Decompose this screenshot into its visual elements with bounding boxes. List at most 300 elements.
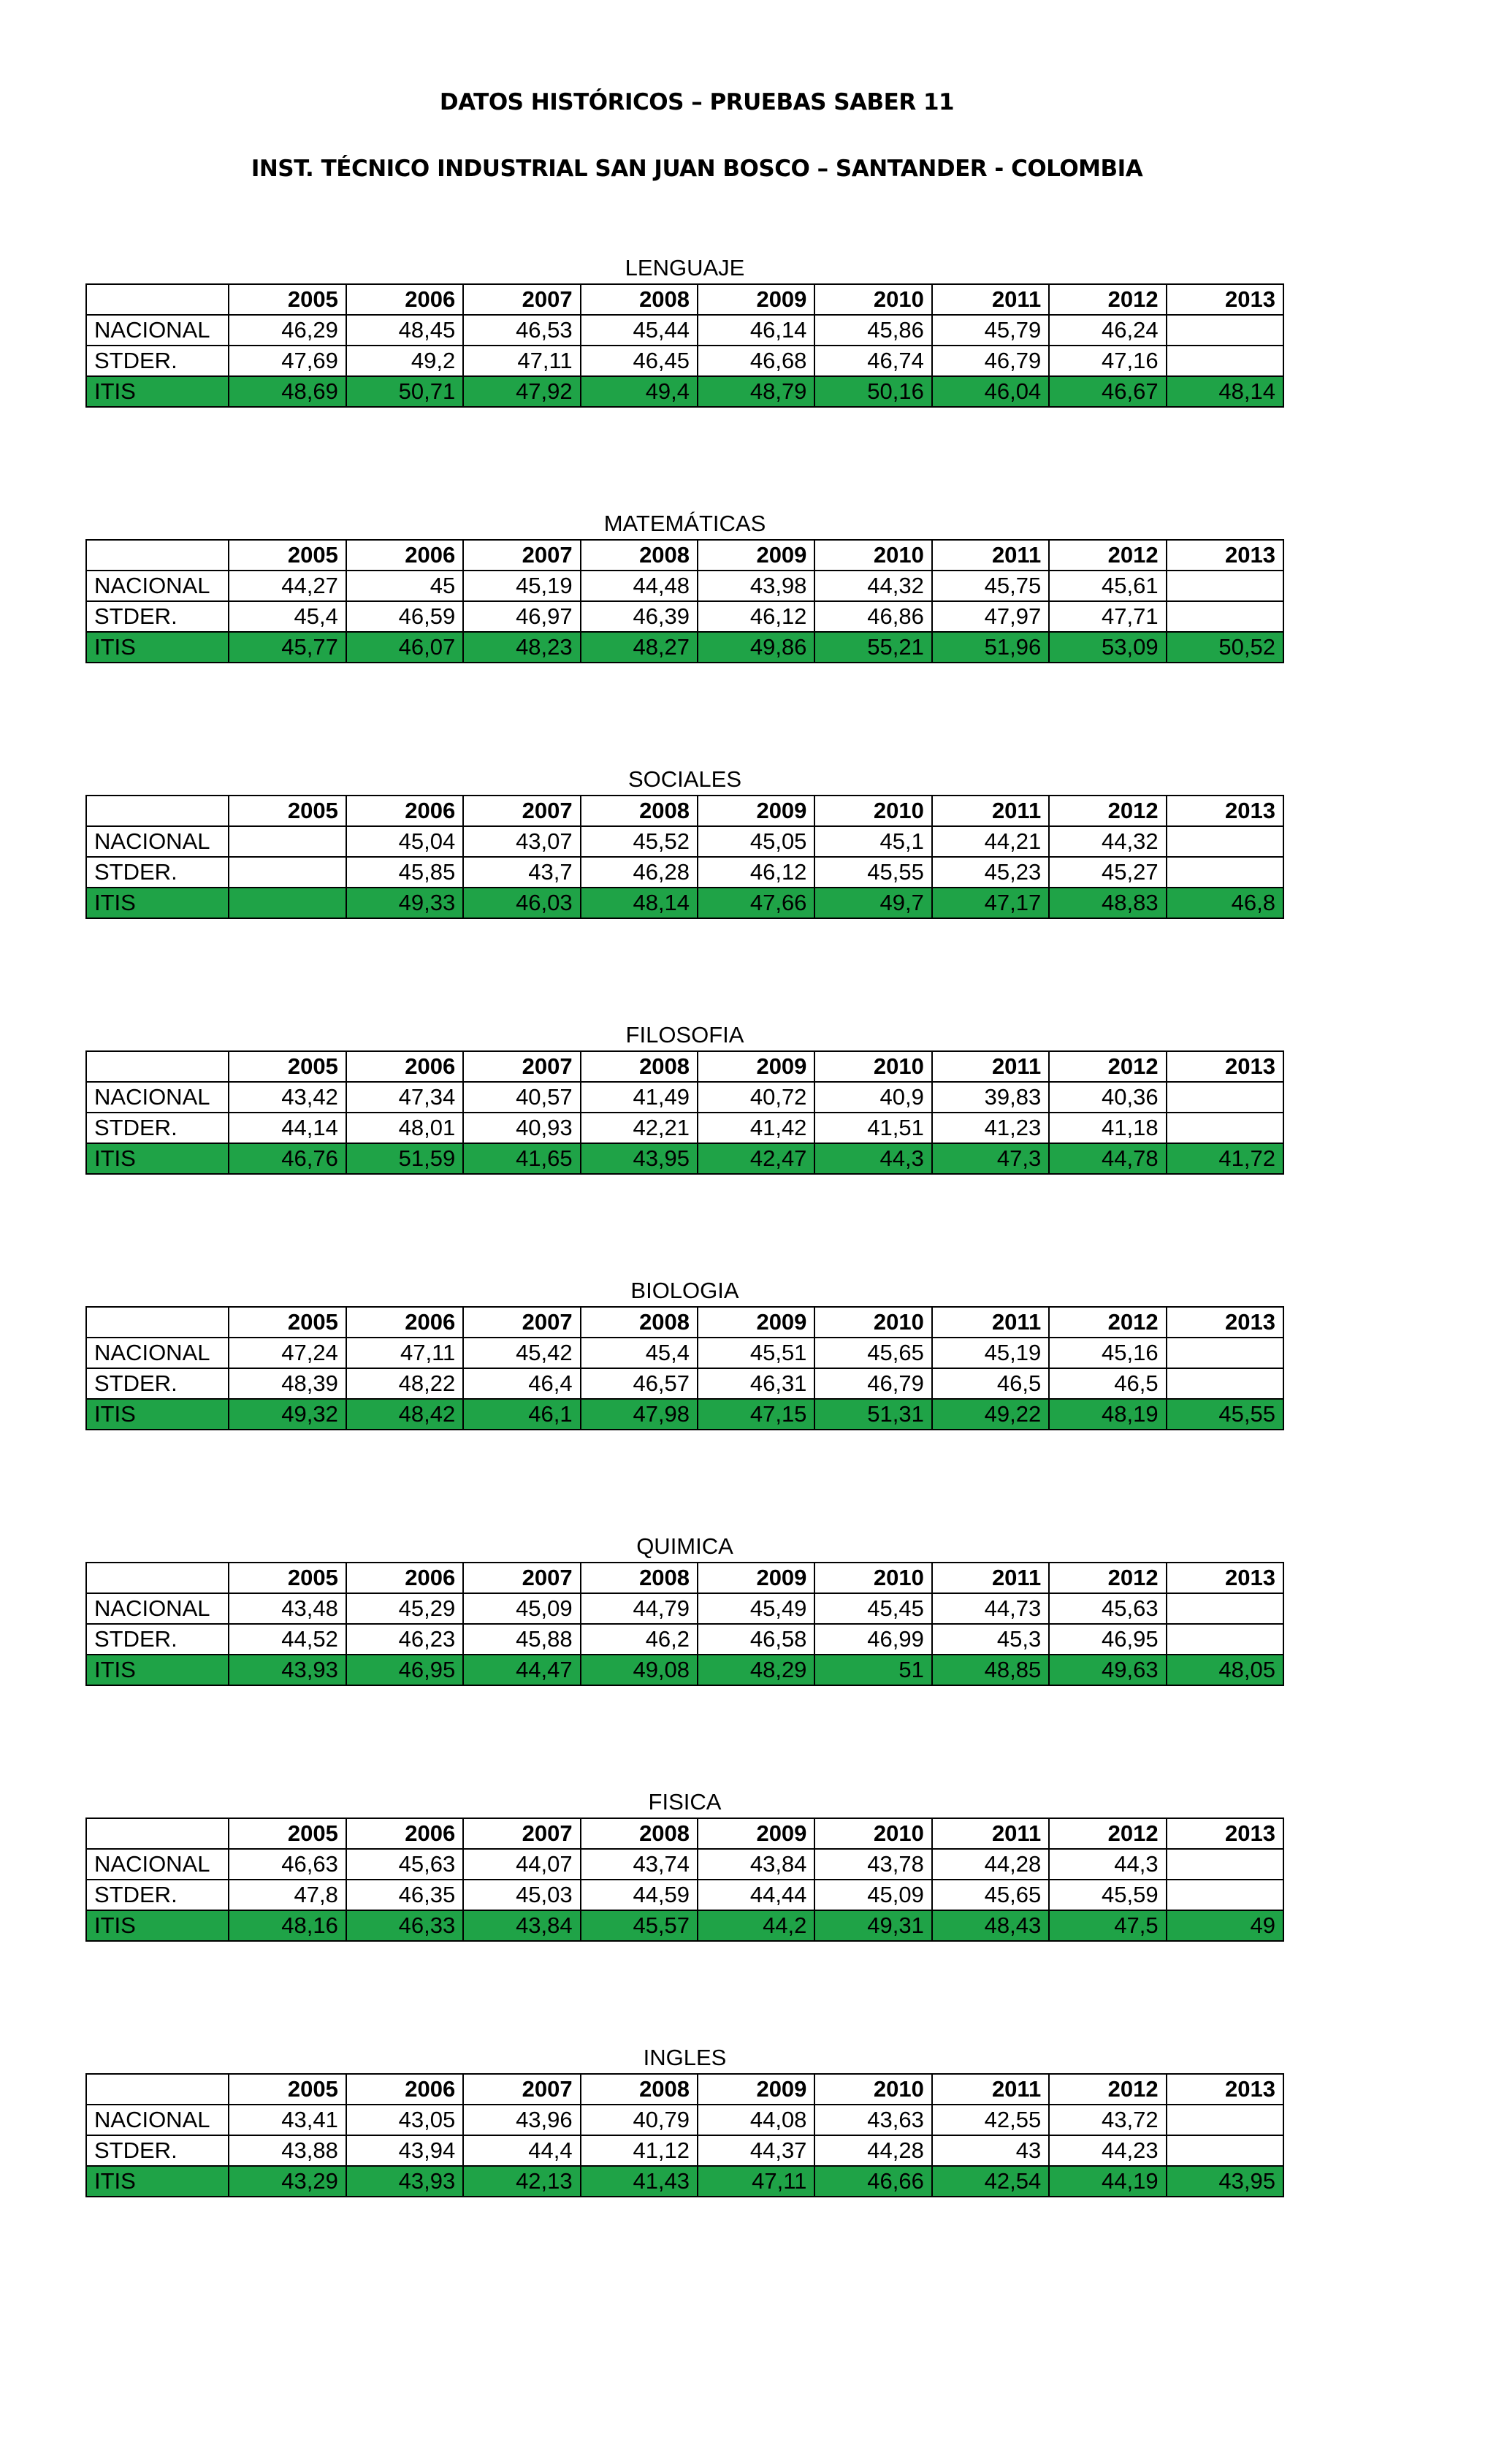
score-cell: 40,93	[463, 1113, 580, 1143]
score-cell: 46,99	[814, 1624, 931, 1655]
corner-cell	[86, 1051, 229, 1082]
score-cell: 44,28	[814, 2135, 931, 2166]
score-cell: 48,27	[581, 632, 698, 663]
score-cell: 44,79	[581, 1593, 698, 1624]
year-header: 2011	[932, 284, 1049, 315]
score-cell: 46,29	[229, 315, 346, 346]
subject-section	[85, 1021, 1284, 1175]
score-cell: 43,41	[229, 2105, 346, 2135]
year-header: 2006	[346, 1563, 463, 1593]
score-cell	[1167, 2135, 1283, 2166]
year-header: 2011	[932, 2074, 1049, 2105]
year-header: 2011	[932, 796, 1049, 826]
header-row	[86, 1051, 1283, 1082]
score-cell: 49,7	[814, 888, 931, 918]
score-cell	[1167, 1880, 1283, 1910]
subject-section	[85, 2044, 1284, 2197]
score-cell: 45,23	[932, 857, 1049, 888]
score-cell: 45,29	[346, 1593, 463, 1624]
corner-cell	[86, 2074, 229, 2105]
score-cell: 43,07	[463, 826, 580, 857]
score-cell: 48,29	[698, 1655, 814, 1685]
score-cell: 44,2	[698, 1910, 814, 1941]
row-label: NACIONAL	[86, 571, 229, 601]
year-header: 2012	[1049, 2074, 1166, 2105]
score-cell: 44,28	[932, 1849, 1049, 1880]
year-header: 2012	[1049, 796, 1166, 826]
subject-title: FISICA	[648, 1789, 722, 1815]
table-row-itis	[86, 1399, 1283, 1430]
score-cell: 46,58	[698, 1624, 814, 1655]
subject-title: FILOSOFIA	[625, 1022, 744, 1048]
score-cell	[229, 888, 346, 918]
score-cell: 48,23	[463, 632, 580, 663]
row-label: NACIONAL	[86, 1593, 229, 1624]
score-cell: 41,12	[581, 2135, 698, 2166]
score-cell: 44,19	[1049, 2166, 1166, 2197]
score-cell: 49,31	[814, 1910, 931, 1941]
year-header: 2010	[814, 1051, 931, 1082]
score-cell: 46,23	[346, 1624, 463, 1655]
score-cell: 45,61	[1049, 571, 1166, 601]
year-header: 2013	[1167, 1818, 1283, 1849]
table-row-stder	[86, 601, 1283, 632]
score-cell	[1167, 1849, 1283, 1880]
score-cell: 46,12	[698, 857, 814, 888]
score-cell: 45,19	[463, 571, 580, 601]
table-row-itis	[86, 1655, 1283, 1685]
scores-table	[85, 2073, 1284, 2197]
score-cell: 45,49	[698, 1593, 814, 1624]
score-cell: 40,72	[698, 1082, 814, 1113]
score-cell: 41,51	[814, 1113, 931, 1143]
score-cell: 46,1	[463, 1399, 580, 1430]
score-cell	[1167, 315, 1283, 346]
score-cell: 48,05	[1167, 1655, 1283, 1685]
document-title: DATOS HISTÓRICOS – PRUEBAS SABER 11	[439, 89, 955, 115]
year-header: 2008	[581, 1307, 698, 1338]
subject-title: BIOLOGIA	[630, 1278, 739, 1303]
year-header: 2008	[581, 540, 698, 571]
year-header: 2005	[229, 1563, 346, 1593]
row-label: STDER.	[86, 346, 229, 376]
score-cell: 45,77	[229, 632, 346, 663]
score-cell: 51,31	[814, 1399, 931, 1430]
row-label: NACIONAL	[86, 2105, 229, 2135]
score-cell: 45,63	[346, 1849, 463, 1880]
header-row	[86, 1563, 1283, 1593]
row-label: ITIS	[86, 1910, 229, 1941]
score-cell: 48,22	[346, 1368, 463, 1399]
score-cell: 45,1	[814, 826, 931, 857]
header-row	[86, 2074, 1283, 2105]
score-cell: 45,44	[581, 315, 698, 346]
row-label: STDER.	[86, 2135, 229, 2166]
score-cell: 47,66	[698, 888, 814, 918]
score-cell: 45,4	[581, 1338, 698, 1368]
row-label: STDER.	[86, 857, 229, 888]
score-cell: 45,79	[932, 315, 1049, 346]
score-cell: 45,86	[814, 315, 931, 346]
score-cell: 45,45	[814, 1593, 931, 1624]
score-cell: 46,59	[346, 601, 463, 632]
score-cell: 44,3	[1049, 1849, 1166, 1880]
year-header: 2011	[932, 1818, 1049, 1849]
score-cell: 46,97	[463, 601, 580, 632]
year-header: 2010	[814, 796, 931, 826]
score-cell: 44,73	[932, 1593, 1049, 1624]
score-cell: 48,69	[229, 376, 346, 407]
row-label: NACIONAL	[86, 1338, 229, 1368]
score-cell: 41,42	[698, 1113, 814, 1143]
score-cell: 47,71	[1049, 601, 1166, 632]
score-cell: 48,39	[229, 1368, 346, 1399]
score-cell: 46,8	[1167, 888, 1283, 918]
score-cell: 46,68	[698, 346, 814, 376]
score-cell: 45,3	[932, 1624, 1049, 1655]
score-cell: 48,85	[932, 1655, 1049, 1685]
score-cell: 45,19	[932, 1338, 1049, 1368]
score-cell: 43,74	[581, 1849, 698, 1880]
subject-section	[85, 1788, 1284, 1942]
score-cell: 45,63	[1049, 1593, 1166, 1624]
score-cell: 40,57	[463, 1082, 580, 1113]
score-cell: 47,5	[1049, 1910, 1166, 1941]
score-cell: 45,27	[1049, 857, 1166, 888]
score-cell: 43,93	[229, 1655, 346, 1685]
year-header: 2011	[932, 1051, 1049, 1082]
score-cell: 47,34	[346, 1082, 463, 1113]
table-row-itis	[86, 1910, 1283, 1941]
scores-table	[85, 1306, 1284, 1430]
score-cell: 45,59	[1049, 1880, 1166, 1910]
score-cell: 44,4	[463, 2135, 580, 2166]
table-row-nacional	[86, 1082, 1283, 1113]
score-cell: 49,86	[698, 632, 814, 663]
year-header: 2010	[814, 284, 931, 315]
score-cell: 42,55	[932, 2105, 1049, 2135]
year-header: 2007	[463, 284, 580, 315]
row-label: ITIS	[86, 1399, 229, 1430]
score-cell: 46,04	[932, 376, 1049, 407]
table-row-stder	[86, 1624, 1283, 1655]
year-header: 2012	[1049, 1307, 1166, 1338]
year-header: 2007	[463, 1051, 580, 1082]
score-cell: 47,24	[229, 1338, 346, 1368]
score-cell: 47,97	[932, 601, 1049, 632]
year-header: 2013	[1167, 2074, 1283, 2105]
year-header: 2005	[229, 1818, 346, 1849]
score-cell: 44,23	[1049, 2135, 1166, 2166]
row-label: ITIS	[86, 1143, 229, 1174]
year-header: 2006	[346, 1307, 463, 1338]
score-cell: 40,9	[814, 1082, 931, 1113]
score-cell: 49,33	[346, 888, 463, 918]
year-header: 2010	[814, 1307, 931, 1338]
score-cell	[1167, 2105, 1283, 2135]
score-cell: 45,52	[581, 826, 698, 857]
score-cell: 43,72	[1049, 2105, 1166, 2135]
score-cell: 46,07	[346, 632, 463, 663]
score-cell: 49	[1167, 1910, 1283, 1941]
score-cell: 41,18	[1049, 1113, 1166, 1143]
score-cell: 44,07	[463, 1849, 580, 1880]
row-label: STDER.	[86, 601, 229, 632]
row-label: STDER.	[86, 1880, 229, 1910]
score-cell: 46,76	[229, 1143, 346, 1174]
header-row	[86, 540, 1283, 571]
score-cell: 42,54	[932, 2166, 1049, 2197]
score-cell: 47,17	[932, 888, 1049, 918]
year-header: 2005	[229, 1307, 346, 1338]
year-header: 2013	[1167, 1307, 1283, 1338]
score-cell: 48,16	[229, 1910, 346, 1941]
year-header: 2008	[581, 796, 698, 826]
subject-title: SOCIALES	[627, 766, 742, 792]
year-header: 2006	[346, 796, 463, 826]
score-cell: 40,36	[1049, 1082, 1166, 1113]
scores-table	[85, 283, 1284, 408]
score-cell: 46,14	[698, 315, 814, 346]
subject-section	[85, 254, 1284, 408]
table-row-stder	[86, 346, 1283, 376]
score-cell: 45,85	[346, 857, 463, 888]
score-cell: 42,13	[463, 2166, 580, 2197]
header-row	[86, 796, 1283, 826]
row-label: ITIS	[86, 2166, 229, 2197]
score-cell: 47,92	[463, 376, 580, 407]
score-cell: 44,48	[581, 571, 698, 601]
score-cell: 51,96	[932, 632, 1049, 663]
score-cell: 45,57	[581, 1910, 698, 1941]
score-cell: 43,84	[463, 1910, 580, 1941]
year-header: 2013	[1167, 1563, 1283, 1593]
row-label: NACIONAL	[86, 1082, 229, 1113]
year-header: 2012	[1049, 540, 1166, 571]
score-cell: 51,59	[346, 1143, 463, 1174]
table-row-stder	[86, 1368, 1283, 1399]
score-cell: 45,55	[1167, 1399, 1283, 1430]
score-cell: 46,2	[581, 1624, 698, 1655]
score-cell: 48,79	[698, 376, 814, 407]
score-cell: 47,69	[229, 346, 346, 376]
score-cell	[1167, 857, 1283, 888]
year-header: 2007	[463, 540, 580, 571]
scores-table	[85, 1050, 1284, 1175]
header-row	[86, 1307, 1283, 1338]
score-cell: 44,78	[1049, 1143, 1166, 1174]
institution-title: INST. TÉCNICO INDUSTRIAL SAN JUAN BOSCO – SANTANDER - COLOMBIA	[251, 156, 1143, 182]
score-cell	[1167, 601, 1283, 632]
score-cell: 45,51	[698, 1338, 814, 1368]
scores-table	[85, 795, 1284, 919]
score-cell: 51	[814, 1655, 931, 1685]
score-cell: 44,44	[698, 1880, 814, 1910]
score-cell: 47,16	[1049, 346, 1166, 376]
score-cell: 41,43	[581, 2166, 698, 2197]
score-cell	[1167, 1113, 1283, 1143]
score-cell: 44,3	[814, 1143, 931, 1174]
year-header: 2005	[229, 284, 346, 315]
year-header: 2010	[814, 1818, 931, 1849]
score-cell	[1167, 1368, 1283, 1399]
score-cell: 46,57	[581, 1368, 698, 1399]
subject-title: MATEMÁTICAS	[603, 511, 766, 536]
year-header: 2009	[698, 1051, 814, 1082]
score-cell: 43,93	[346, 2166, 463, 2197]
score-cell: 43,95	[1167, 2166, 1283, 2197]
score-cell: 46,28	[581, 857, 698, 888]
score-cell: 45,09	[814, 1880, 931, 1910]
year-header: 2006	[346, 2074, 463, 2105]
table-row-nacional	[86, 1593, 1283, 1624]
score-cell	[1167, 1082, 1283, 1113]
year-header: 2007	[463, 796, 580, 826]
score-cell: 43,94	[346, 2135, 463, 2166]
scores-table	[85, 539, 1284, 663]
year-header: 2009	[698, 2074, 814, 2105]
subject-section	[85, 1533, 1284, 1686]
score-cell: 44,59	[581, 1880, 698, 1910]
score-cell	[1167, 1338, 1283, 1368]
score-cell: 48,43	[932, 1910, 1049, 1941]
score-cell: 47,11	[698, 2166, 814, 2197]
score-cell	[1167, 1593, 1283, 1624]
year-header: 2011	[932, 540, 1049, 571]
row-label: STDER.	[86, 1368, 229, 1399]
corner-cell	[86, 1818, 229, 1849]
year-header: 2010	[814, 1563, 931, 1593]
row-label: STDER.	[86, 1624, 229, 1655]
score-cell: 43,48	[229, 1593, 346, 1624]
score-cell: 43,98	[698, 571, 814, 601]
score-cell: 55,21	[814, 632, 931, 663]
year-header: 2009	[698, 284, 814, 315]
subject-section	[85, 510, 1284, 663]
year-header: 2009	[698, 1307, 814, 1338]
score-cell: 45,03	[463, 1880, 580, 1910]
year-header: 2009	[698, 1818, 814, 1849]
score-cell: 44,52	[229, 1624, 346, 1655]
score-cell: 45,09	[463, 1593, 580, 1624]
table-row-nacional	[86, 315, 1283, 346]
score-cell: 46,79	[814, 1368, 931, 1399]
score-cell: 48,42	[346, 1399, 463, 1430]
score-cell: 49,4	[581, 376, 698, 407]
score-cell: 44,27	[229, 571, 346, 601]
table-row-nacional	[86, 826, 1283, 857]
year-header: 2006	[346, 1818, 463, 1849]
score-cell: 45,75	[932, 571, 1049, 601]
table-row-stder	[86, 1880, 1283, 1910]
score-cell: 46,33	[346, 1910, 463, 1941]
score-cell: 43,84	[698, 1849, 814, 1880]
corner-cell	[86, 1307, 229, 1338]
row-label: STDER.	[86, 1113, 229, 1143]
year-header: 2006	[346, 540, 463, 571]
score-cell: 43,88	[229, 2135, 346, 2166]
score-cell: 46,4	[463, 1368, 580, 1399]
score-cell: 43,78	[814, 1849, 931, 1880]
table-row-itis	[86, 2166, 1283, 2197]
table-row-stder	[86, 857, 1283, 888]
year-header: 2007	[463, 1307, 580, 1338]
row-label: NACIONAL	[86, 1849, 229, 1880]
corner-cell	[86, 284, 229, 315]
score-cell: 46,66	[814, 2166, 931, 2197]
year-header: 2005	[229, 2074, 346, 2105]
year-header: 2005	[229, 796, 346, 826]
year-header: 2007	[463, 1818, 580, 1849]
score-cell: 45,4	[229, 601, 346, 632]
row-label: ITIS	[86, 632, 229, 663]
score-cell: 41,23	[932, 1113, 1049, 1143]
row-label: ITIS	[86, 1655, 229, 1685]
score-cell: 41,49	[581, 1082, 698, 1113]
score-cell: 49,08	[581, 1655, 698, 1685]
score-cell: 47,3	[932, 1143, 1049, 1174]
score-cell	[1167, 826, 1283, 857]
score-cell: 53,09	[1049, 632, 1166, 663]
year-header: 2010	[814, 540, 931, 571]
table-row-itis	[86, 632, 1283, 663]
row-label: NACIONAL	[86, 826, 229, 857]
score-cell: 48,14	[581, 888, 698, 918]
score-cell: 47,98	[581, 1399, 698, 1430]
table-row-itis	[86, 1143, 1283, 1174]
subject-section	[85, 766, 1284, 919]
corner-cell	[86, 796, 229, 826]
score-cell: 49,63	[1049, 1655, 1166, 1685]
score-cell: 48,45	[346, 315, 463, 346]
score-cell: 45,55	[814, 857, 931, 888]
row-label: ITIS	[86, 888, 229, 918]
score-cell: 44,32	[1049, 826, 1166, 857]
score-cell: 45,16	[1049, 1338, 1166, 1368]
score-cell: 45,05	[698, 826, 814, 857]
score-cell: 43,63	[814, 2105, 931, 2135]
score-cell: 41,65	[463, 1143, 580, 1174]
score-cell	[1167, 1624, 1283, 1655]
score-cell: 48,19	[1049, 1399, 1166, 1430]
table-row-nacional	[86, 1849, 1283, 1880]
score-cell	[229, 857, 346, 888]
score-cell: 43,7	[463, 857, 580, 888]
score-cell: 46,86	[814, 601, 931, 632]
score-cell: 49,2	[346, 346, 463, 376]
score-cell: 46,5	[932, 1368, 1049, 1399]
year-header: 2006	[346, 284, 463, 315]
score-cell: 47,8	[229, 1880, 346, 1910]
year-header: 2008	[581, 1563, 698, 1593]
score-cell: 50,71	[346, 376, 463, 407]
score-cell: 46,45	[581, 346, 698, 376]
year-header: 2009	[698, 796, 814, 826]
score-cell: 43,29	[229, 2166, 346, 2197]
year-header: 2007	[463, 2074, 580, 2105]
year-header: 2013	[1167, 540, 1283, 571]
score-cell	[1167, 571, 1283, 601]
score-cell: 47,11	[346, 1338, 463, 1368]
score-cell: 42,21	[581, 1113, 698, 1143]
year-header: 2013	[1167, 1051, 1283, 1082]
table-row-stder	[86, 2135, 1283, 2166]
subject-title: LENGUAJE	[625, 255, 745, 281]
row-label: ITIS	[86, 376, 229, 407]
score-cell: 45,42	[463, 1338, 580, 1368]
score-cell: 49,32	[229, 1399, 346, 1430]
year-header: 2006	[346, 1051, 463, 1082]
